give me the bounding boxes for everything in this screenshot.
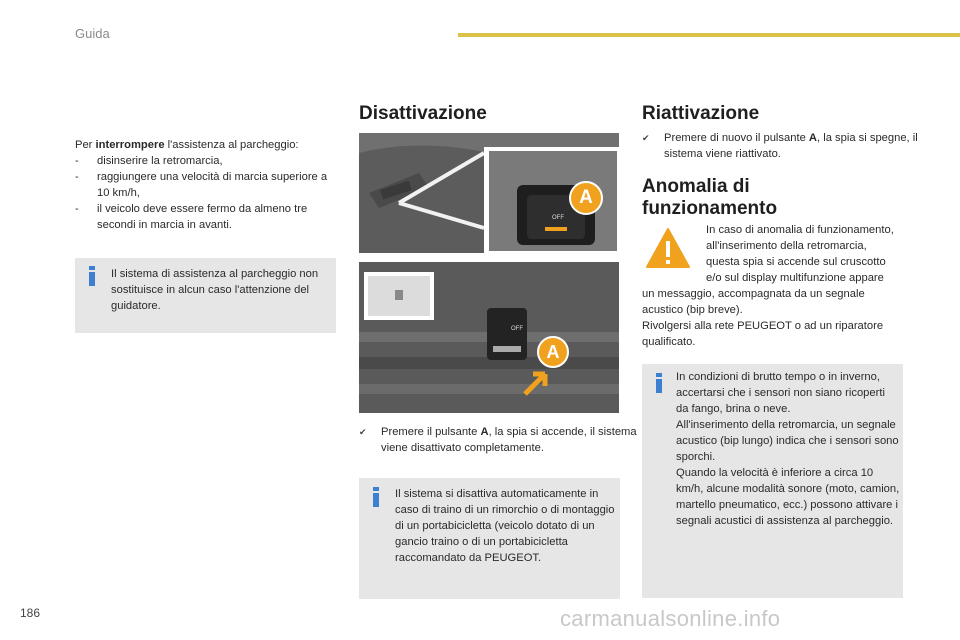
- info-icon: [373, 487, 379, 509]
- list-item: - raggiungere una velocità di marcia superiore a 10 km/h,: [75, 171, 328, 199]
- info-box-right: [642, 364, 903, 598]
- section-accent-bar: [458, 33, 960, 37]
- list-item: - il veicolo deve essere fermo da almeno tre secondi in marcia in avanti.: [75, 203, 308, 231]
- page-number: 186: [20, 606, 41, 620]
- figure-console-closeup: [359, 262, 619, 413]
- info-box-middle: [359, 478, 620, 599]
- malfunction-text: un messaggio, accompagnata da un segnale acustico (bip breve). Rivolgersi alla rete PEUGEOT o ad un riparatore qualificato.: [642, 288, 884, 348]
- label-a-badge: A: [537, 336, 569, 368]
- label-a-badge: A: [569, 181, 603, 215]
- info-note-text: Il sistema di assistenza al parcheggio non sostituisce in alcun caso l'attenzione del guidatore.: [111, 268, 319, 312]
- warning-triangle-icon: [645, 226, 691, 270]
- off-label: OFF: [511, 326, 523, 332]
- off-label: OFF: [552, 215, 564, 221]
- list-item: - disinserire la retromarcia,: [75, 155, 223, 167]
- reactivation-title: Riattivazione: [642, 103, 760, 124]
- figure-dashboard-overview: [359, 133, 619, 253]
- info-note-text: In condizioni di brutto tempo o in inverno, accertarsi che i sensori non siano ricoperti da fango, brina o neve. All'inserimento della retromarcia, un segnale acustico (bip lungo) indica che i sensori sono sporchi. Quando la velocità è inferiore a circa 10 km/h, alcune modalità sonore (moto, camion, martello pneumatico, ecc.) possono attivare i segnali acustici di assistenza al parcheggio.: [676, 371, 900, 527]
- check-bullet-icon: ✔: [359, 427, 367, 437]
- check-bullet-icon: ✔: [642, 133, 650, 143]
- info-box-left: [75, 258, 336, 333]
- info-icon: [89, 266, 95, 288]
- info-icon: [656, 373, 662, 395]
- console-illustration: [359, 262, 619, 413]
- reactivation-step: ✔ Premere di nuovo il pulsante A, la spia si spegne, il sistema viene riattivato.: [642, 132, 918, 160]
- deactivation-title: Disattivazione: [359, 103, 487, 124]
- watermark: carmanualsonline.info: [560, 606, 781, 631]
- info-note-text: Il sistema si disattiva automaticamente in caso di traino di un rimorchio o di montaggio di un portabicicletta (veicolo dotato di un gancio traino o di un portabicicletta raccomandato da PEUGEOT.: [395, 488, 615, 564]
- intro-bold: interrompere: [95, 139, 165, 151]
- malfunction-text-top: In caso di anomalia di funzionamento, all'inserimento della retromarcia, questa spia si accende sul cruscotto e/o sul display multifunzione appare: [706, 224, 894, 284]
- deactivation-step: ✔ Premere il pulsante A, la spia si accende, il sistema viene disattivato completamente.: [359, 426, 637, 454]
- left-intro-text: Per interrompere l'assistenza al parcheggio: - disinserire la retromarcia, - raggiungere una velocità di marcia superiore a 10 km/h, - il veicolo deve essere fermo da almeno tre secondi in marcia in avanti.: [75, 137, 333, 233]
- malfunction-title: Anomalia di funzionamento: [642, 176, 778, 219]
- section-label: Guida: [75, 26, 110, 41]
